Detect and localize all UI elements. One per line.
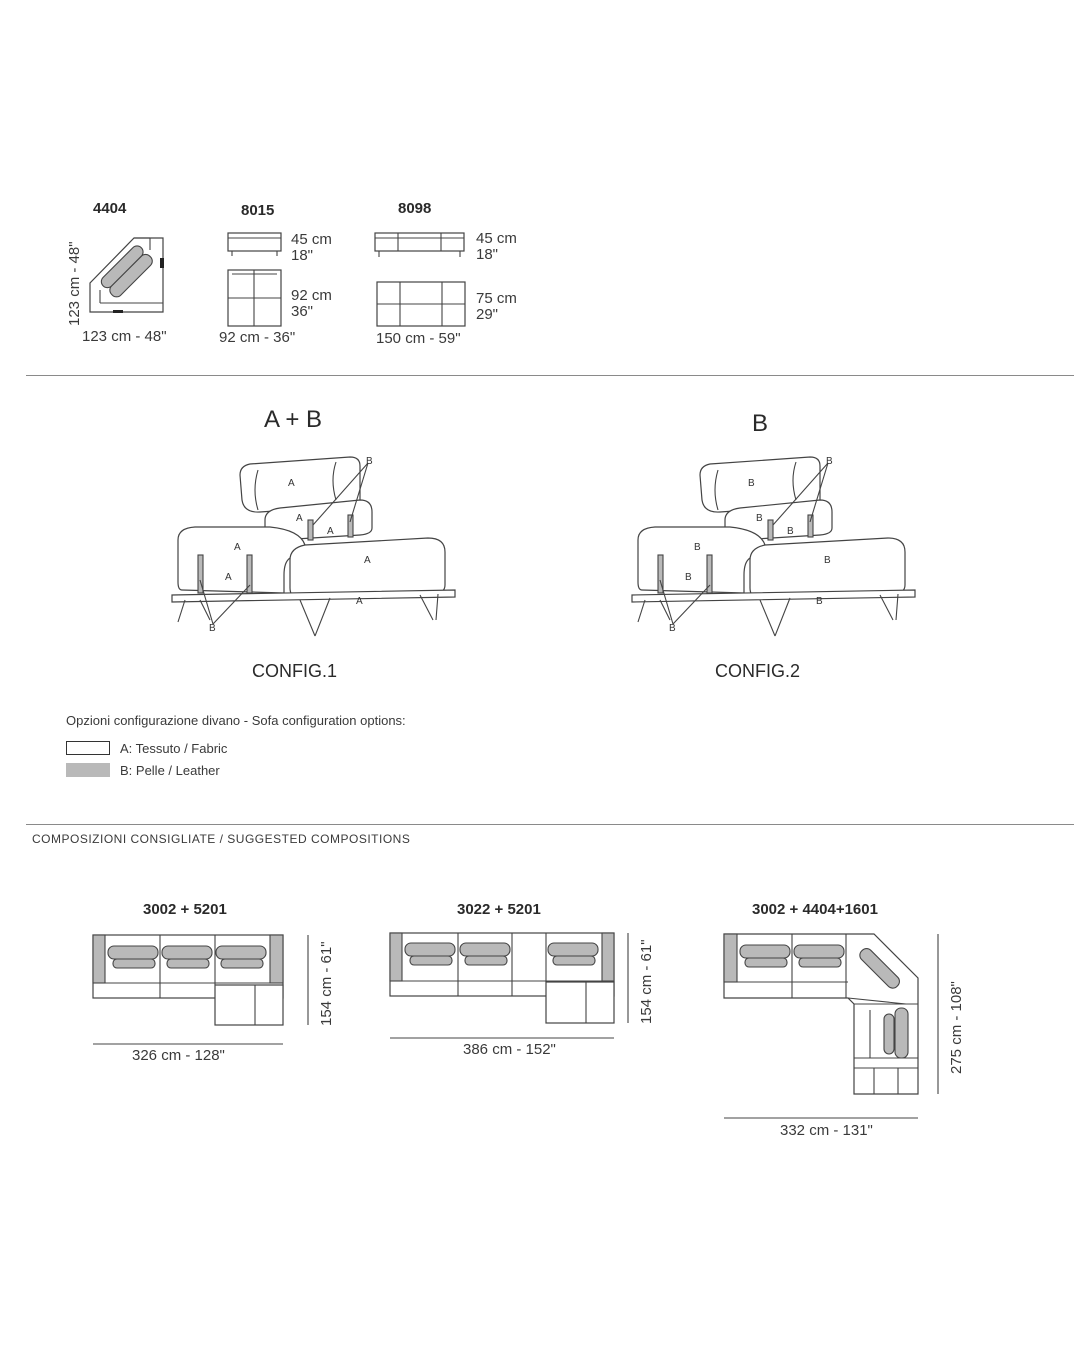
module-8098-depth-in: 29": [476, 306, 499, 323]
config-1-title: A + B: [264, 406, 323, 433]
marker-backcushion: A: [296, 513, 303, 524]
module-code-4404: 4404: [93, 200, 127, 217]
composition-3-depth: 275 cm - 108": [948, 981, 965, 1074]
marker-strap-top: B: [826, 456, 833, 467]
module-8098-width: 150 cm - 59": [376, 330, 461, 347]
marker-backcushion-2: B: [787, 526, 794, 537]
marker-backcushion-2: A: [327, 526, 334, 537]
compositions-heading: COMPOSIZIONI CONSIGLIATE / SUGGESTED COMPOSITIONS: [32, 832, 411, 846]
module-code-8015: 8015: [241, 202, 275, 219]
composition-1-code: 3002 + 5201: [143, 901, 227, 918]
marker-backcushion: B: [756, 513, 763, 524]
marker-strap-top: B: [366, 456, 373, 467]
marker-backrest: B: [748, 478, 755, 489]
marker-seat: B: [824, 555, 831, 566]
options-heading: Opzioni configurazione divano - Sofa configuration options:: [66, 713, 406, 728]
marker-arm-side: B: [685, 572, 692, 583]
marker-base: A: [356, 596, 363, 607]
fabric-label: A: Tessuto / Fabric: [120, 741, 228, 756]
marker-arm: A: [234, 542, 241, 553]
module-8098-height-cm: 45 cm: [476, 230, 517, 247]
composition-1-width: 326 cm - 128": [132, 1047, 225, 1064]
marker-strap-bottom: B: [669, 623, 676, 634]
leather-label: B: Pelle / Leather: [120, 763, 220, 778]
composition-2-code: 3022 + 5201: [457, 901, 541, 918]
module-8015-height-in: 18": [291, 247, 314, 264]
composition-2-width: 386 cm - 152": [463, 1041, 556, 1058]
module-8098-height-in: 18": [476, 246, 499, 263]
composition-2-depth: 154 cm - 61": [638, 939, 655, 1024]
module-4404-depth: 123 cm - 48": [66, 241, 83, 326]
config-2-caption: CONFIG.2: [715, 661, 801, 681]
module-4404-width: 123 cm - 48": [82, 328, 167, 345]
marker-arm: B: [694, 542, 701, 553]
marker-strap-bottom: B: [209, 623, 216, 634]
marker-base: B: [816, 596, 823, 607]
marker-seat: A: [364, 555, 371, 566]
module-8015-width: 92 cm - 36": [219, 329, 296, 346]
module-8015-depth-cm: 92 cm: [291, 287, 332, 304]
marker-backrest: A: [288, 478, 295, 489]
module-code-8098: 8098: [398, 200, 432, 217]
config-2-title: B: [752, 410, 769, 437]
composition-1-depth: 154 cm - 61": [318, 941, 335, 1026]
marker-arm-side: A: [225, 572, 232, 583]
config-1-caption: CONFIG.1: [252, 661, 338, 681]
module-8098-depth-cm: 75 cm: [476, 290, 517, 307]
composition-3-code: 3002 + 4404+1601: [752, 901, 878, 918]
module-8015-height-cm: 45 cm: [291, 231, 332, 248]
module-8015-depth-in: 36": [291, 303, 314, 320]
composition-3-width: 332 cm - 131": [780, 1122, 873, 1139]
